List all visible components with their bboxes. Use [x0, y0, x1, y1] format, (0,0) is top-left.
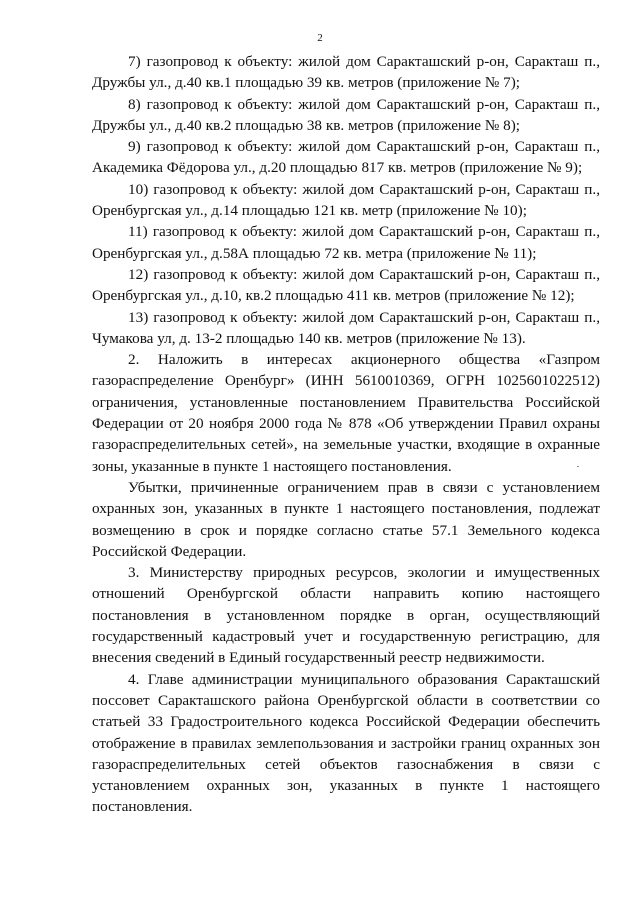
clause-2-paragraph: 2. Наложить в интересах акционерного общества «Газпром газораспределение Оренбург» (ИНН 5610010369, ОГРН 1025601022512) ограничения, установленные постановлением Правительства Российской Федерации от 20 ноября 2000 года № 878 «Об утверждении Правил охраны газораспределительных сетей», на земельные участки, входящие в охранные зоны, указанные в пункте 1 настоящего постановления.: [92, 351, 600, 475]
list-item-7: 7) газопровод к объекту: жилой дом Саракташский р-он, Саракташ п., Дружбы ул., д.40 кв.1 площадью 39 кв. метров (приложение № 7);: [92, 53, 600, 92]
list-item-11: 11) газопровод к объекту: жилой дом Саракташский р-он, Саракташ п., Оренбургская ул., д.58А площадью 72 кв. метра (приложение № 11);: [92, 223, 600, 262]
document-body: [92, 51, 600, 818]
list-item-10: 10) газопровод к объекту: жилой дом Саракташский р-он, Саракташ п., Оренбургская ул., д.14 площадью 121 кв. метр (приложение № 10);: [92, 180, 600, 220]
clause-3-paragraph: 3. Министерству природных ресурсов, экологии и имущественных отношений Оренбургской области направить копию настоящего постановления в установленном порядке в орган, осуществляющий государственный кадастровый учет и государственную регистрацию, для внесения сведений в Единый государственный реестр недвижимости.: [92, 564, 600, 667]
list-item-9: 9) газопровод к объекту: жилой дом Саракташский р-он, Саракташ п., Академика Фёдорова ул., д.20 площадью 817 кв. метров (приложение № 9);: [92, 138, 600, 177]
clause-4-paragraph: 4. Главе администрации муниципального образования Саракташский поссовет Саракташского района Оренбургской области в соответствии со статьей 33 Градостроительного кодекса Российской Федерации обеспечить отображение в правилах землепользования и застройки границ охранных зон газораспределительных сетей объектов газоснабжения в связи с установлением охранных зон, указанных в пункте 1 настоящего постановления.: [92, 670, 600, 816]
page-number: 2: [317, 32, 323, 44]
scan-speck: [577, 466, 579, 467]
damages-paragraph: Убытки, причиненные ограничением прав в связи с установлением охранных зон, указанных в пункте 1 настоящего постановления, подлежат возмещению в срок и порядке согласно статье 57.1 Земельного кодекса Российской Федерации.: [92, 478, 600, 560]
list-item-12: 12) газопровод к объекту: жилой дом Саракташский р-он, Саракташ п., Оренбургская ул., д.10, кв.2 площадью 411 кв. метров (приложение № 12);: [92, 265, 600, 305]
list-item-13: 13) газопровод к объекту: жилой дом Саракташский р-он, Саракташ п., Чумакова ул, д. 13-2 площадью 140 кв. метров (приложение № 13).: [92, 308, 600, 347]
list-item-8: 8) газопровод к объекту: жилой дом Саракташский р-он, Саракташ п., Дружбы ул., д.40 кв.2 площадью 38 кв. метров (приложение № 8);: [92, 95, 600, 134]
